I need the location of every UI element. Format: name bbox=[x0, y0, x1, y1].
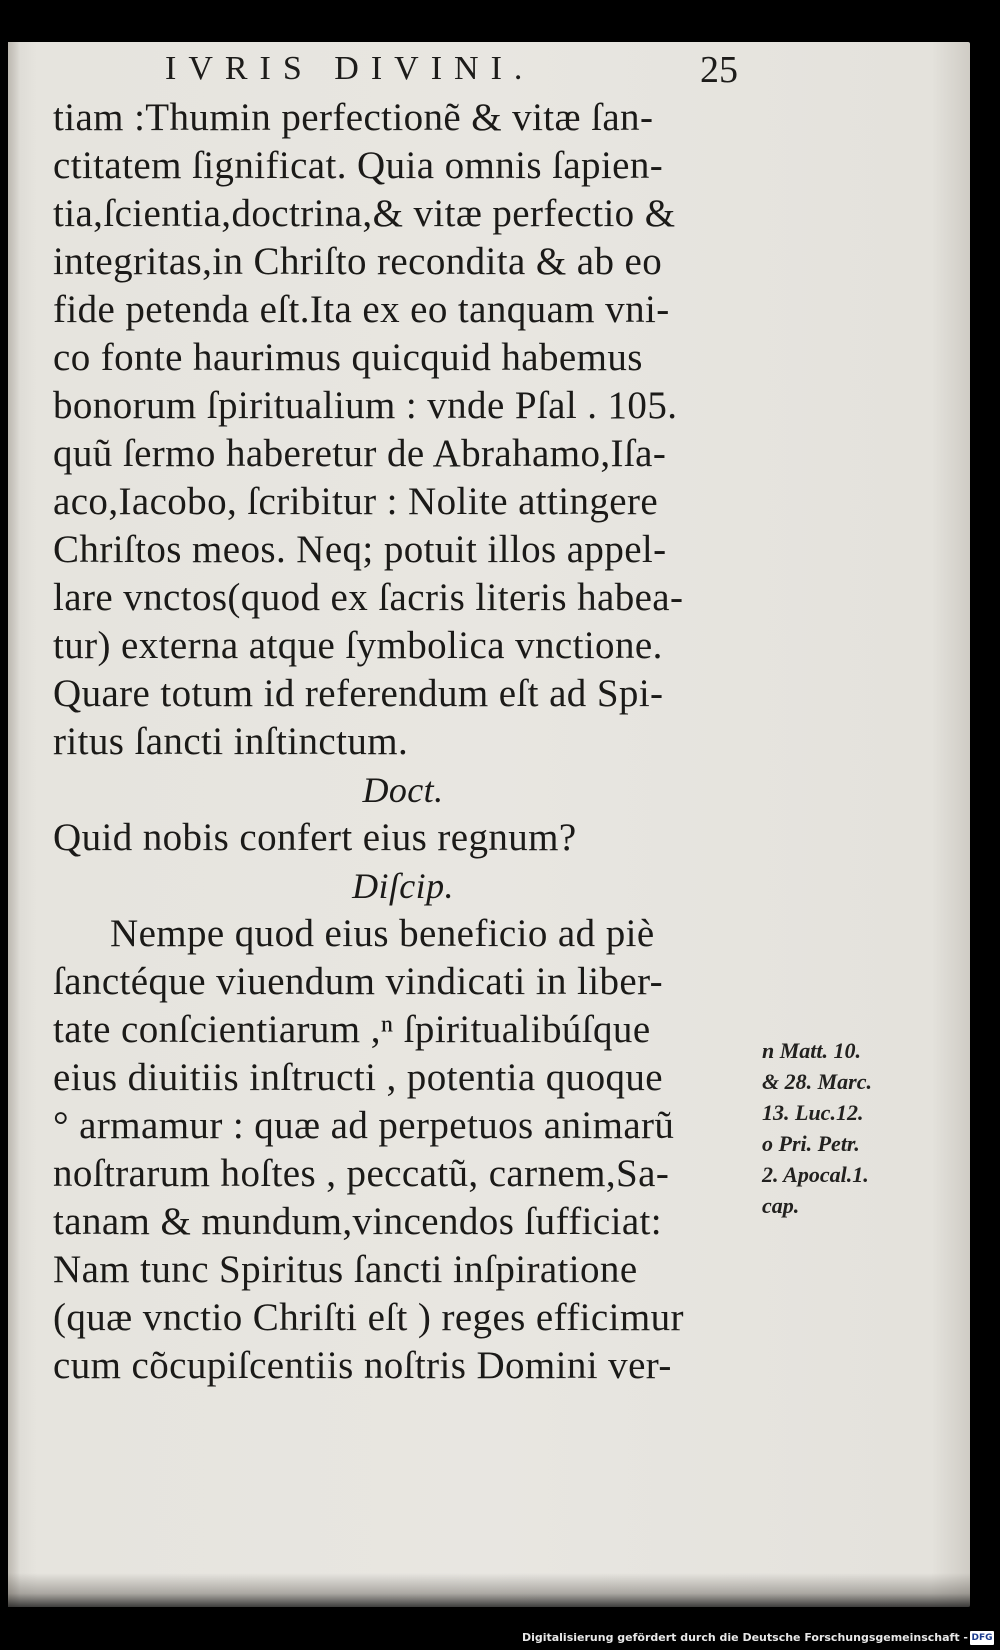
text-line: bonorum ſpiritualium : vnde Pſal . 105. bbox=[53, 384, 678, 427]
answer-line: noſtrarum hoſtes , peccatũ, carnem,Sa- bbox=[53, 1152, 670, 1195]
answer-line: ° armamur : quæ ad perpetuos animarũ bbox=[53, 1104, 675, 1147]
speaker-heading-doct: Doct. bbox=[362, 770, 444, 810]
margin-notes bbox=[762, 1035, 922, 1221]
margin-note-line: 2. Apocal.1. bbox=[762, 1162, 869, 1187]
text-line: tia,ſcientia,doctrina,& vitæ perfectio & bbox=[53, 192, 676, 235]
text-line: lare vnctos(quod ex ſacris literis habea- bbox=[53, 576, 684, 619]
margin-note-line: cap. bbox=[762, 1193, 800, 1218]
text-line: co fonte haurimus quicquid habemus bbox=[53, 336, 643, 379]
text-line: integritas,in Chriſto recondita & ab eo bbox=[53, 240, 663, 283]
running-head: IVRIS DIVINI. bbox=[165, 50, 535, 87]
answer-line: cum cõcupiſcentiis noſtris Domini ver- bbox=[53, 1344, 672, 1387]
text-line: quũ ſermo haberetur de Abrahamo,Iſa- bbox=[53, 432, 667, 475]
text-line: tur) externa atque ſymbolica vnctione. bbox=[53, 624, 663, 667]
footer-bar bbox=[0, 1620, 1000, 1650]
answer-line: Nempe quod eius beneficio ad piè bbox=[110, 912, 655, 955]
answer-line: tanam & mundum,vincendos ſufficiat: bbox=[53, 1200, 662, 1243]
margin-note-line: 13. Luc.12. bbox=[762, 1100, 864, 1125]
dfg-logo-icon: DFG bbox=[971, 1633, 993, 1643]
page-binding-shadow bbox=[8, 42, 20, 1607]
text-line: ctitatem ſignificat. Quia omnis ſapien- bbox=[53, 144, 664, 187]
text-line: Chriſtos meos. Neq; potuit illos appel- bbox=[53, 528, 667, 571]
text-line: fide petenda eſt.Ita ex eo tanquam vni- bbox=[53, 288, 670, 331]
answer-line: tate conſcientiarum ,ⁿ ſpiritualibúſque bbox=[53, 1008, 651, 1051]
funding-credit: Digitalisierung gefördert durch die Deutsche Forschungsgemeinschaft - bbox=[521, 1631, 968, 1644]
answer-line: ſanctéque viuendum vindicati in liber- bbox=[53, 960, 664, 1003]
speaker-heading-discip: Diſcip. bbox=[352, 866, 454, 906]
text-line: Quare totum id referendum eſt ad Spi- bbox=[53, 672, 664, 715]
margin-note-line: n Matt. 10. bbox=[762, 1038, 862, 1063]
main-text-block bbox=[53, 94, 753, 1390]
page-bottom-shadow bbox=[8, 1573, 970, 1607]
margin-note-line: o Pri. Petr. bbox=[762, 1131, 860, 1156]
text-line: ritus ſancti inſtinctum. bbox=[53, 720, 409, 763]
question-line: Quid nobis confert eius regnum? bbox=[53, 816, 577, 859]
answer-line: eius diuitiis inſtructi , potentia quoque bbox=[53, 1056, 663, 1099]
page-number: 25 bbox=[700, 49, 738, 91]
text-line: tiam :Thumin perfectionẽ & vitæ ſan- bbox=[53, 96, 654, 139]
answer-line: (quæ vnctio Chriſti eſt ) reges efficimur bbox=[53, 1296, 684, 1339]
text-line: aco,Iacobo, ſcribitur : Nolite attingere bbox=[53, 480, 659, 523]
answer-line: Nam tunc Spiritus ſancti inſpiratione bbox=[53, 1248, 638, 1291]
margin-note-line: & 28. Marc. bbox=[762, 1069, 872, 1094]
